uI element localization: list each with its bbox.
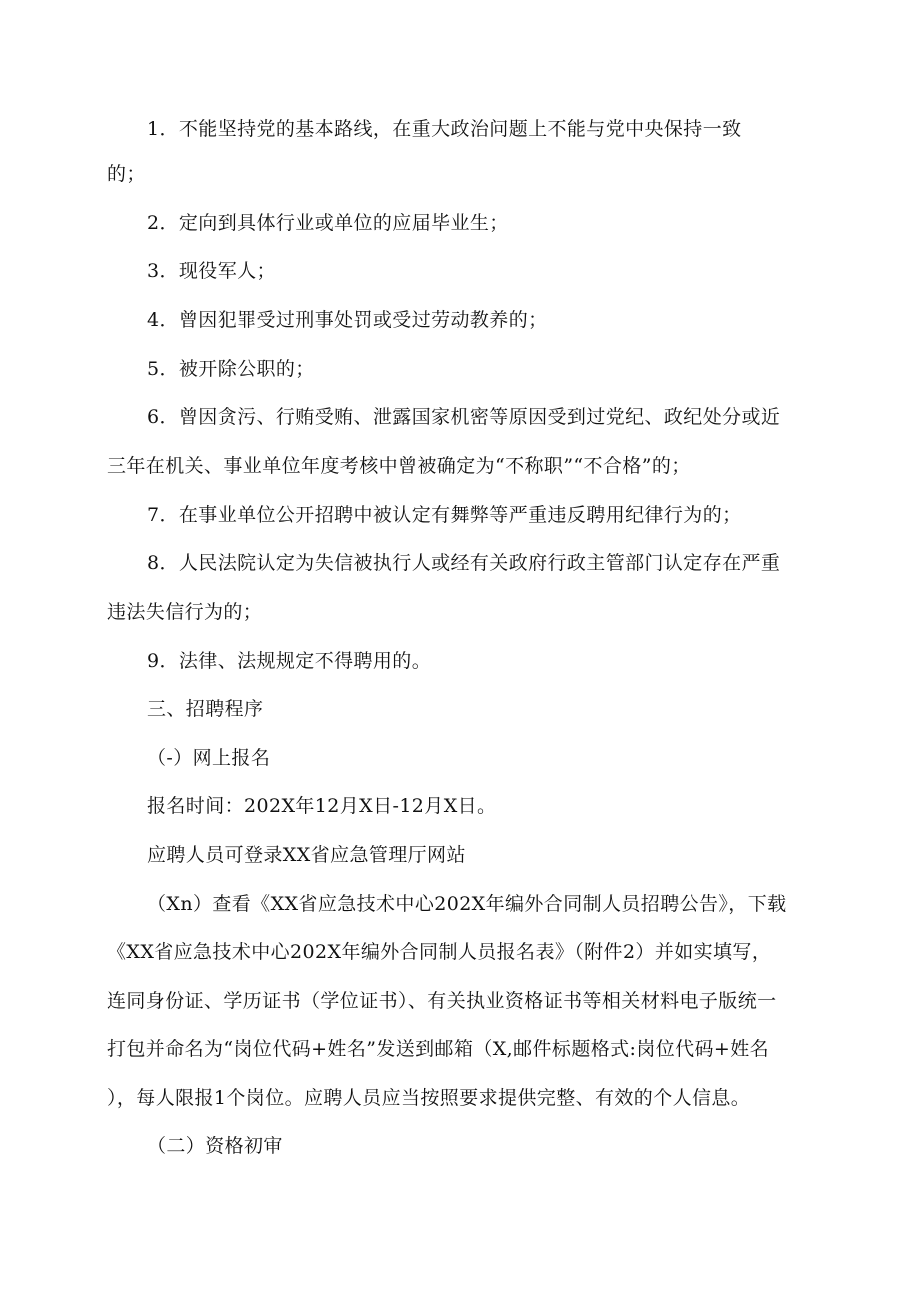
item-8-line-2: 违法失信行为的； (107, 601, 263, 623)
item-8-line-1: 8．人民法院认定为失信被执行人或经有关政府行政主管部门认定存在严重 (147, 552, 781, 574)
item-4: 4．曾因犯罪受过刑事处罚或受过劳动教养的； (147, 309, 548, 331)
registration-time: 报名时间：202X年12月X日-12月X日。 (147, 795, 497, 817)
item-2: 2．定向到具体行业或单位的应届毕业生； (147, 212, 509, 234)
subsection-online-registration: （-）网上报名 (147, 747, 271, 769)
subsection-qualification-review: （二）资格初审 (147, 1135, 283, 1157)
item-5: 5．被开除公职的； (147, 358, 315, 380)
item-6-line-1: 6．曾因贪污、行贿受贿、泄露国家机密等原因受到过党纪、政纪处分或近 (147, 406, 781, 428)
announcement-line-4: 打包并命名为“岗位代码+姓名”发送到邮箱（X,邮件标题格式:岗位代码+姓名 (107, 1038, 770, 1060)
item-9: 9．法律、法规规定不得聘用的。 (147, 650, 432, 672)
item-3: 3．现役军人； (147, 260, 276, 282)
item-6-line-2: 三年在机关、事业单位年度考核中曾被确定为“不称职”“不合格”的； (107, 455, 691, 477)
announcement-line-1: （Xn）查看《XX省应急技术中心202X年编外合同制人员招聘公告》，下载 (147, 893, 787, 915)
section-heading: 三、招聘程序 (147, 698, 264, 720)
announcement-line-3: 连同身份证、学历证书（学位证书）、有关执业资格证书等相关材料电子版统一 (107, 990, 777, 1012)
item-7: 7．在事业单位公开招聘中被认定有舞弊等严重违反聘用纪律行为的； (147, 504, 742, 526)
announcement-line-5: ），每人限报1个岗位。应聘人员应当按照要求提供完整、有效的个人信息。 (107, 1087, 751, 1109)
item-1-line-2: 的； (107, 163, 146, 185)
item-1-line-1: 1．不能坚持党的基本路线，在重大政治问题上不能与党中央保持一致 (147, 118, 742, 140)
announcement-line-2: 《XX省应急技术中心202X年编外合同制人员报名表》（附件2）并如实填写， (107, 941, 772, 963)
login-instruction: 应聘人员可登录XX省应急管理厅网站 (147, 844, 466, 866)
